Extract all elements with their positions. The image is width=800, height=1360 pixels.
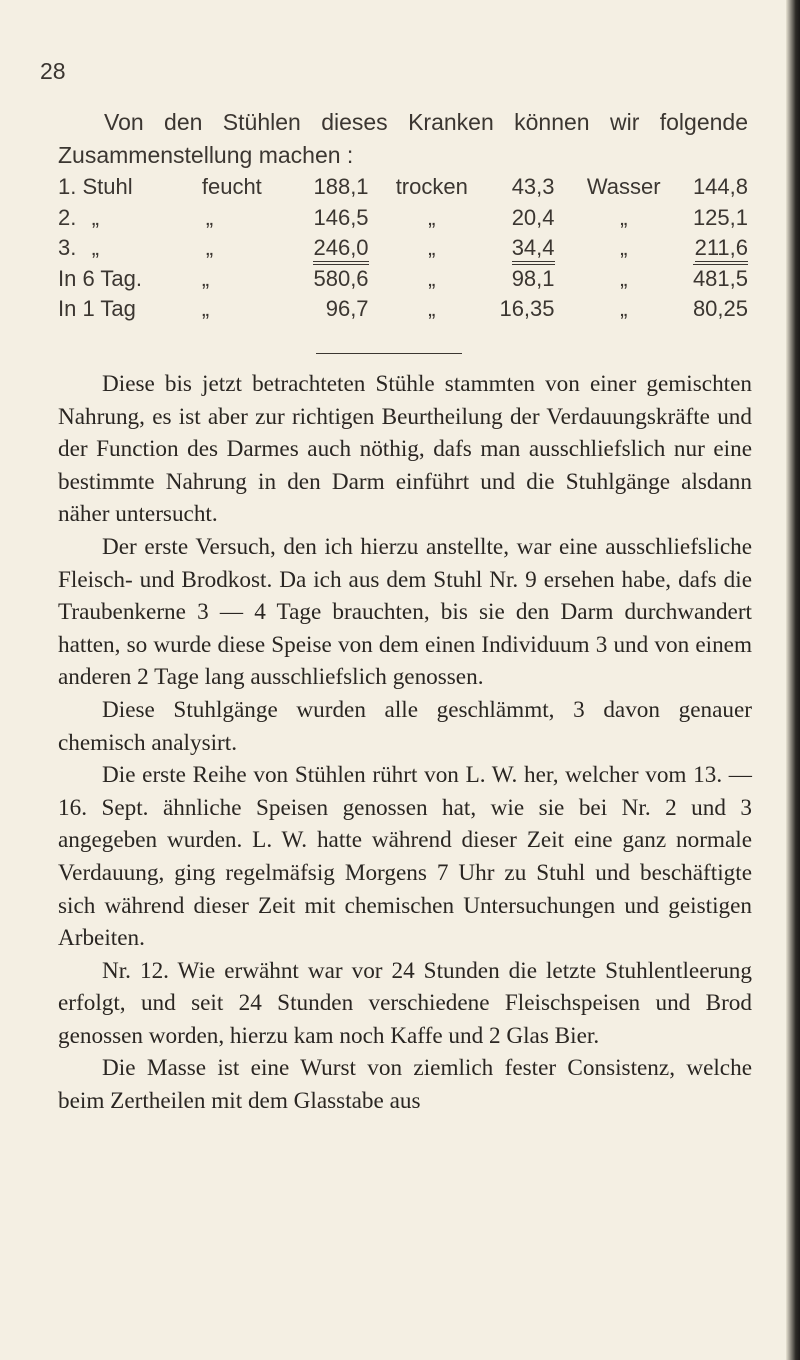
body-text <box>58 368 752 1118</box>
row-label: In 6 Tag. <box>58 265 142 291</box>
intro-paragraph <box>58 106 748 172</box>
water-value: 481,5 <box>692 265 748 291</box>
page-edge-shadow <box>786 0 800 1360</box>
page-number: 28 <box>40 58 66 84</box>
moist-value: 246,0 <box>313 235 369 261</box>
paragraph: Der erste Versuch, den ich hierzu anstellte, war eine ausschliefsliche Fleisch- und Brodkost. Da ich aus dem Stuhl Nr. 9 ersehen habe, dafs die Traubenkerne 3 — 4 Tage brauchten, bis sie den Darm durchwandert hatten, so wurde diese Speise von dem einen Individuum 3 und von einem anderen 2 Tage lang ausschliefslich genossen. <box>58 533 752 691</box>
moist-value: 580,6 <box>313 265 369 291</box>
dry-value: 16,35 <box>499 296 555 322</box>
ditto-mark: „ <box>620 296 628 322</box>
ditto-mark: „ <box>620 265 628 291</box>
water-value: 125,1 <box>692 204 748 230</box>
dry-value: 98,1 <box>511 265 555 291</box>
water-value: 144,8 <box>692 174 748 200</box>
table-row <box>58 203 748 234</box>
dry-value: 43,3 <box>511 174 555 200</box>
dry-value: 20,4 <box>511 204 555 230</box>
table-row <box>58 233 748 264</box>
ditto-mark: „ <box>620 235 628 261</box>
stool-weight-table <box>58 172 748 325</box>
moist-value: 188,1 <box>313 174 369 200</box>
moist-value: 96,7 <box>325 296 369 322</box>
ditto-mark: „ <box>428 265 436 291</box>
dry-header: trocken <box>395 174 468 200</box>
paragraph: Nr. 12. Wie erwähnt war vor 24 Stunden die letzte Stuhlentleerung erfolgt, und seit 24 Stunden verschiedene Fleischspeisen und Brod genossen worden, hierzu kam noch Kaffe und 2 Glas Bier. <box>58 957 752 1049</box>
moist-header: feucht <box>201 174 262 200</box>
paragraph: Die Masse ist eine Wurst von ziemlich fester Consistenz, welche beim Zertheilen mit dem Glasstabe aus <box>58 1055 752 1115</box>
paragraph: Diese bis jetzt betrachteten Stühle stammten von einer gemischten Nahrung, es ist aber zur richtigen Beurtheilung der Verdauungskräfte und der Function des Darmes auch nöthig, dafs man ausschliefslich nur eine bestimmte Nahrung in den Darm einführt und die Stuhlgänge alsdann näher untersucht. <box>58 371 752 528</box>
water-value: 211,6 <box>694 235 748 261</box>
table-row <box>58 172 748 203</box>
moist-value: 146,5 <box>313 204 369 230</box>
row-label: 2. „ <box>58 204 100 230</box>
ditto-mark: „ <box>428 235 436 261</box>
row-label: 1. Stuhl <box>58 174 133 200</box>
table-row <box>58 294 748 325</box>
ditto-mark: „ <box>201 265 210 291</box>
row-label: 3. „ <box>58 235 100 261</box>
row-label: In 1 Tag <box>58 296 136 322</box>
dry-value: 34,4 <box>511 235 555 261</box>
section-divider <box>316 353 462 354</box>
ditto-mark: „ <box>620 204 628 230</box>
ditto-mark: „ <box>428 204 436 230</box>
ditto-mark: „ <box>205 204 214 230</box>
paragraph: Die erste Reihe von Stühlen rührt von L. W. her, welcher vom 13. — 16. Sept. ähnliche Speisen genossen hat, wie sie bei Nr. 2 und 3 angegeben wurden. L. W. hatte während dieser Zeit eine ganz normale Verdauung, ging regelmäfsig Morgens 7 Uhr zu Stuhl und beschäftigte sich während dieser Zeit mit chemischen Untersuchungen und geistigen Arbeiten. <box>58 762 752 952</box>
ditto-mark: „ <box>205 235 214 261</box>
table-row <box>58 264 748 295</box>
water-header: Wasser <box>586 174 661 200</box>
ditto-mark: „ <box>428 296 436 322</box>
water-value: 80,25 <box>692 296 748 322</box>
paragraph: Diese Stuhlgänge wurden alle geschlämmt, 3 davon genauer chemisch analysirt. <box>58 696 752 756</box>
intro-text: Von den Stühlen dieses Kranken können wir folgende Zusammenstellung machen : <box>58 109 748 168</box>
ditto-mark: „ <box>201 296 210 322</box>
